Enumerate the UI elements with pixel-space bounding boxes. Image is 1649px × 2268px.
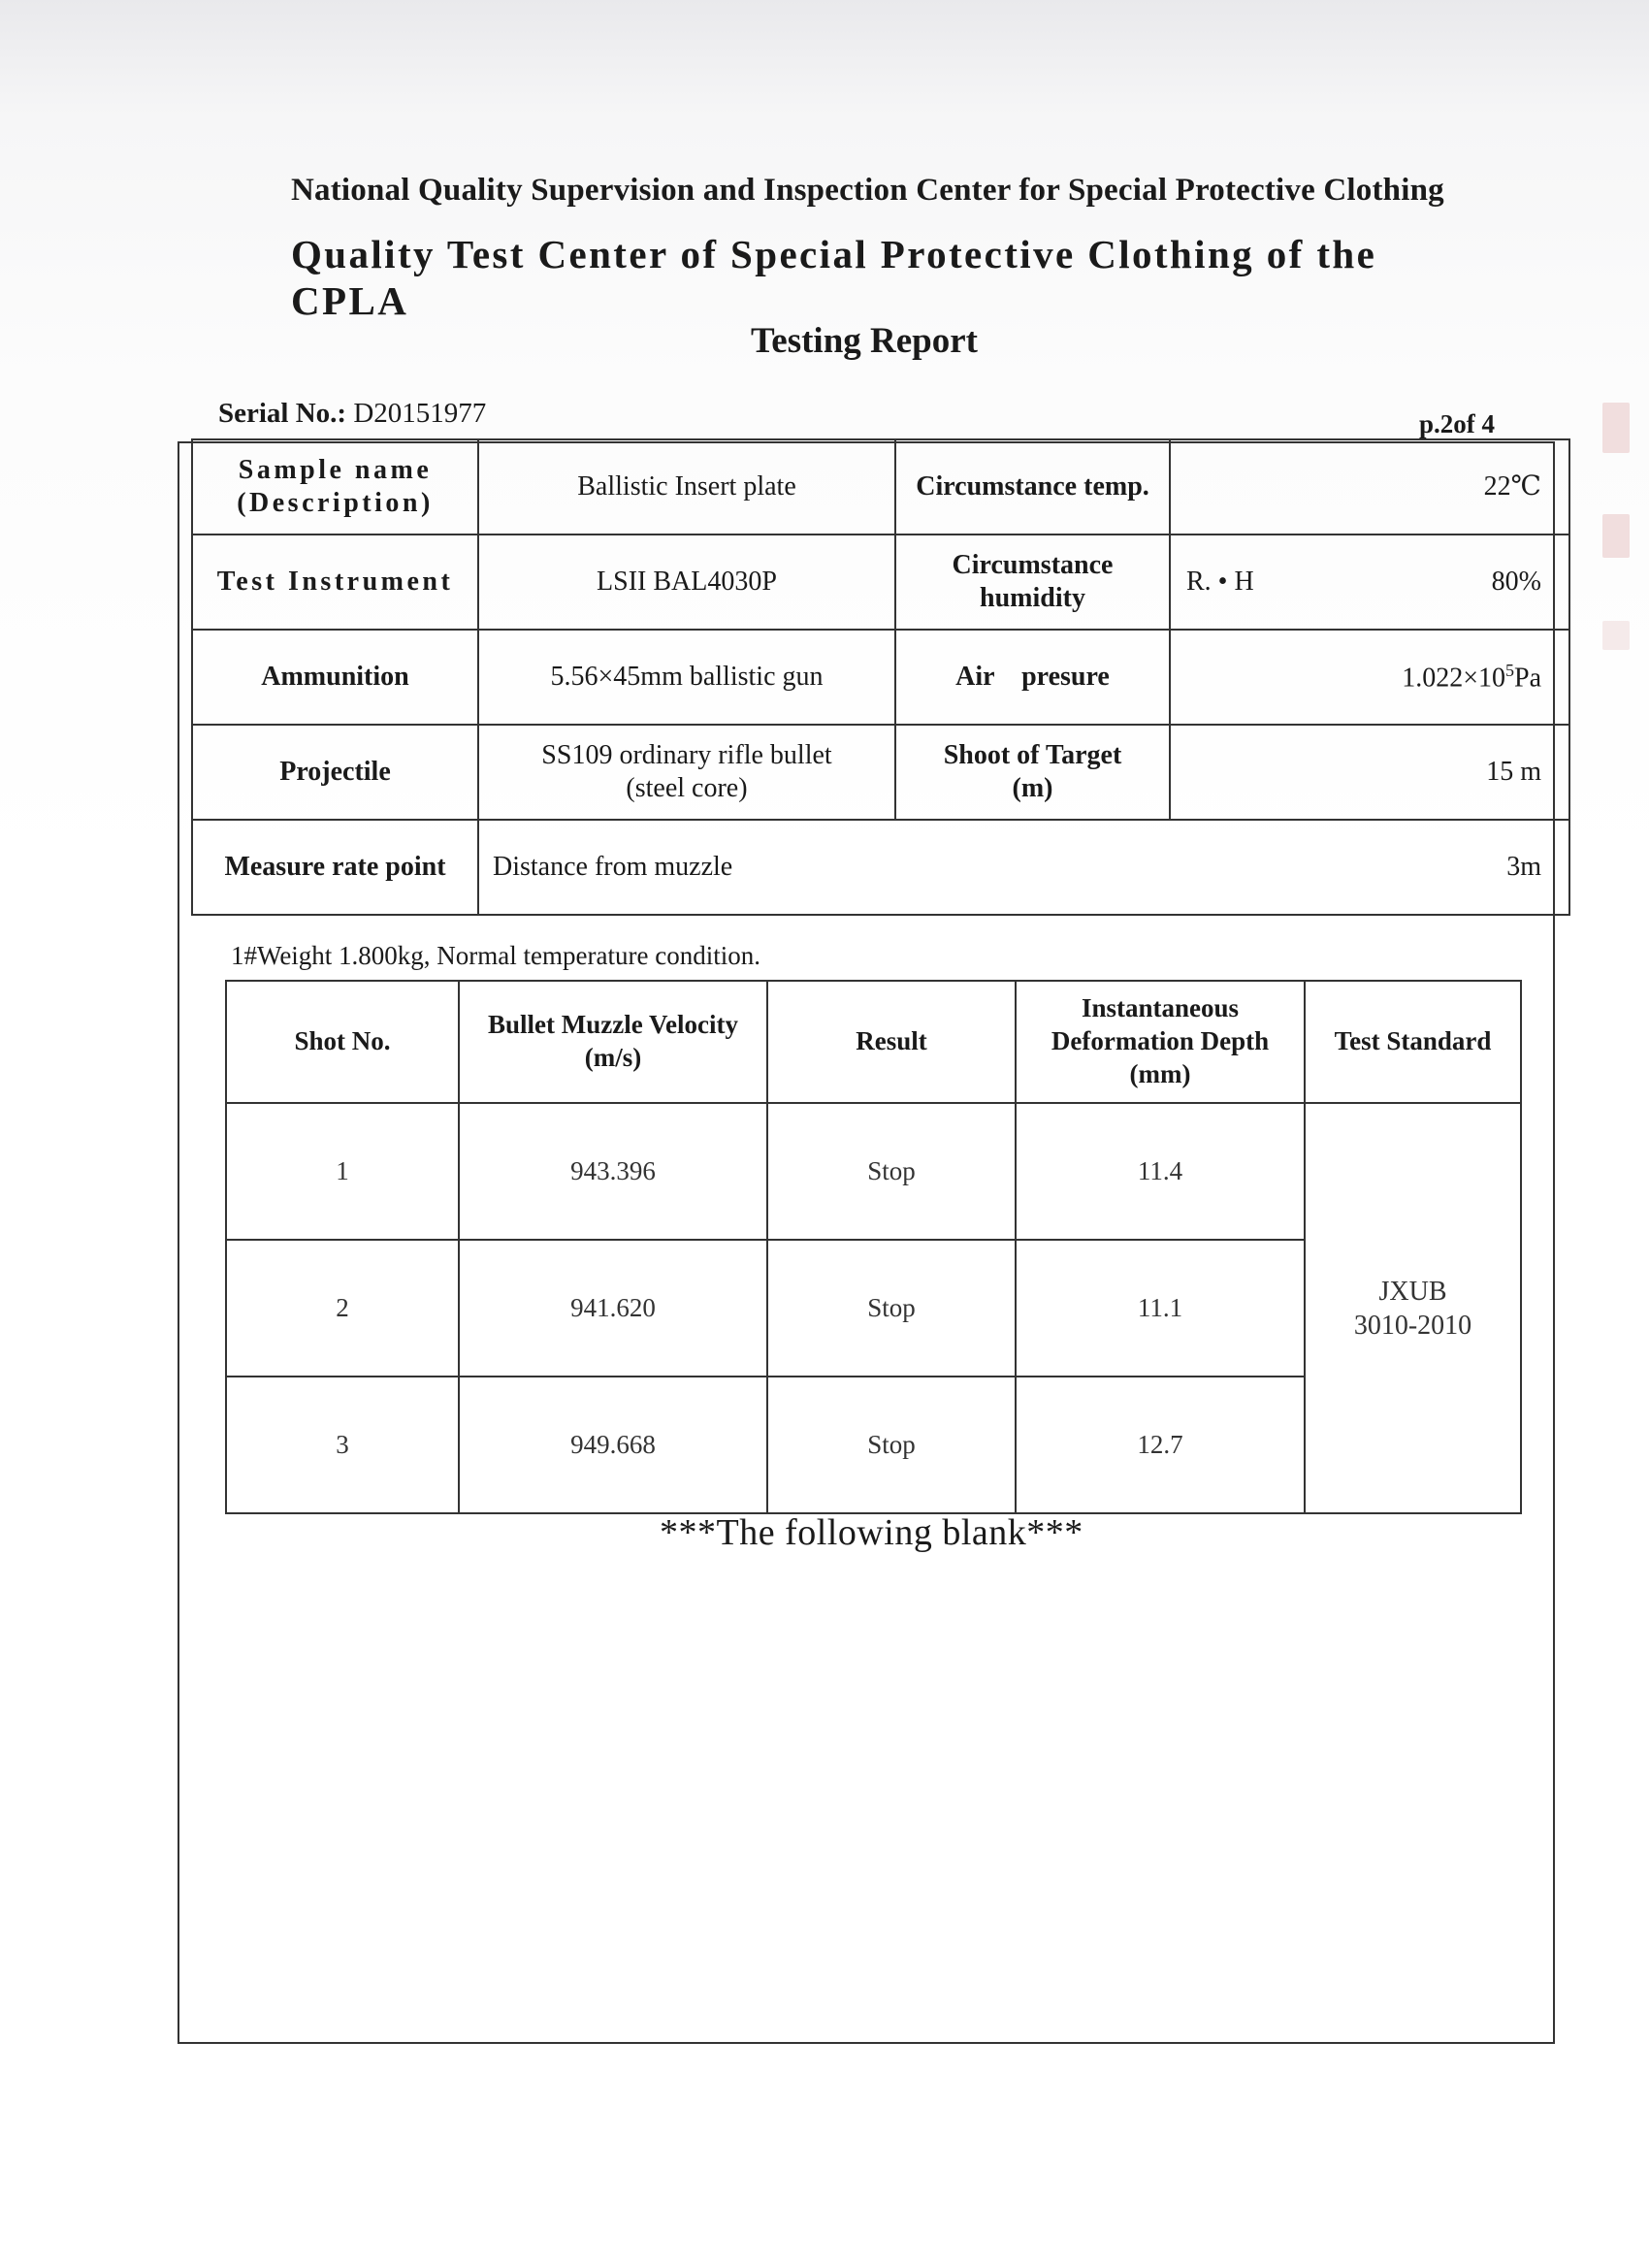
col-header-result: Result (767, 981, 1016, 1103)
measure-rate-cell (478, 820, 1569, 915)
shoot-target-label: Shoot of Target (m) (895, 725, 1170, 820)
ammunition-label: Ammunition (192, 630, 478, 725)
sample-name-value: Ballistic Insert plate (478, 439, 895, 535)
test-instrument-value: LSII BAL4030P (478, 535, 895, 630)
table-row (192, 630, 1569, 725)
table-row (226, 1103, 1521, 1240)
shot-number: 2 (226, 1240, 459, 1377)
pressure-mantissa: 1.022×10 (1402, 662, 1505, 693)
serial-number (218, 398, 486, 430)
col-header-shot-no: Shot No. (226, 981, 459, 1103)
table-row (192, 820, 1569, 915)
shot-result: Stop (767, 1103, 1016, 1240)
measure-rate-label: Measure rate point (192, 820, 478, 915)
col-header-velocity: Bullet Muzzle Velocity (m/s) (459, 981, 767, 1103)
table-row (192, 535, 1569, 630)
test-instrument-label: Test Instrument (192, 535, 478, 630)
air-pressure-label: Air presure (895, 630, 1170, 725)
muzzle-velocity: 943.396 (459, 1103, 767, 1240)
ammunition-value: 5.56×45mm ballistic gun (478, 630, 895, 725)
col-header-standard: Test Standard (1305, 981, 1521, 1103)
projectile-value: SS109 ordinary rifle bullet (steel core) (478, 725, 895, 820)
humidity-label: Circumstance humidity (895, 535, 1170, 630)
seal-stamp-fragment (1602, 621, 1630, 650)
col-header-depth: Instantaneous Deformation Depth (mm) (1016, 981, 1305, 1103)
shot-number: 3 (226, 1377, 459, 1513)
page-number: p.2of 4 (1419, 409, 1496, 438)
serial-label: Serial No.: (218, 398, 347, 429)
table-row (192, 725, 1569, 820)
test-conditions-table (191, 438, 1570, 916)
projectile-label: Projectile (192, 725, 478, 820)
deformation-depth: 11.4 (1016, 1103, 1305, 1240)
serial-value: D20151977 (353, 398, 487, 429)
following-blank-note: ***The following blank*** (660, 1512, 1083, 1553)
pressure-exponent: 5 (1505, 660, 1514, 680)
seal-stamp-fragment (1602, 403, 1630, 453)
table-header-row (226, 981, 1521, 1103)
seal-stamp-fragment (1602, 514, 1630, 558)
sample-condition: 1#Weight 1.800kg, Normal temperature condition. (231, 941, 760, 970)
temperature-label: Circumstance temp. (895, 439, 1170, 535)
muzzle-velocity: 949.668 (459, 1377, 767, 1513)
shot-number: 1 (226, 1103, 459, 1240)
sample-name-label: Sample name (Description) (192, 439, 478, 535)
shot-results-table (225, 980, 1522, 1514)
pressure-unit: Pa (1514, 662, 1541, 693)
shot-result: Stop (767, 1240, 1016, 1377)
report-title: Testing Report (751, 321, 978, 361)
deformation-depth: 12.7 (1016, 1377, 1305, 1513)
air-pressure-value (1170, 630, 1569, 725)
table-row (192, 439, 1569, 535)
humidity-cell (1170, 535, 1569, 630)
shoot-target-value: 15 m (1170, 725, 1569, 820)
shot-result: Stop (767, 1377, 1016, 1513)
measure-rate-value: Distance from muzzle (493, 852, 733, 883)
temperature-value: 22℃ (1170, 439, 1569, 535)
deformation-depth: 11.1 (1016, 1240, 1305, 1377)
test-standard: JXUB 3010-2010 (1305, 1103, 1521, 1513)
muzzle-velocity: 941.620 (459, 1240, 767, 1377)
measure-distance: 3m (1506, 852, 1541, 883)
test-center-name: Quality Test Center of Special Protective Clothing of the CPLA (291, 232, 1377, 323)
humidity-value: 80% (1491, 567, 1541, 598)
center-name: National Quality Supervision and Inspection Center for Special Protective Clothing (291, 173, 1444, 208)
humidity-prefix: R. • H (1186, 567, 1254, 598)
